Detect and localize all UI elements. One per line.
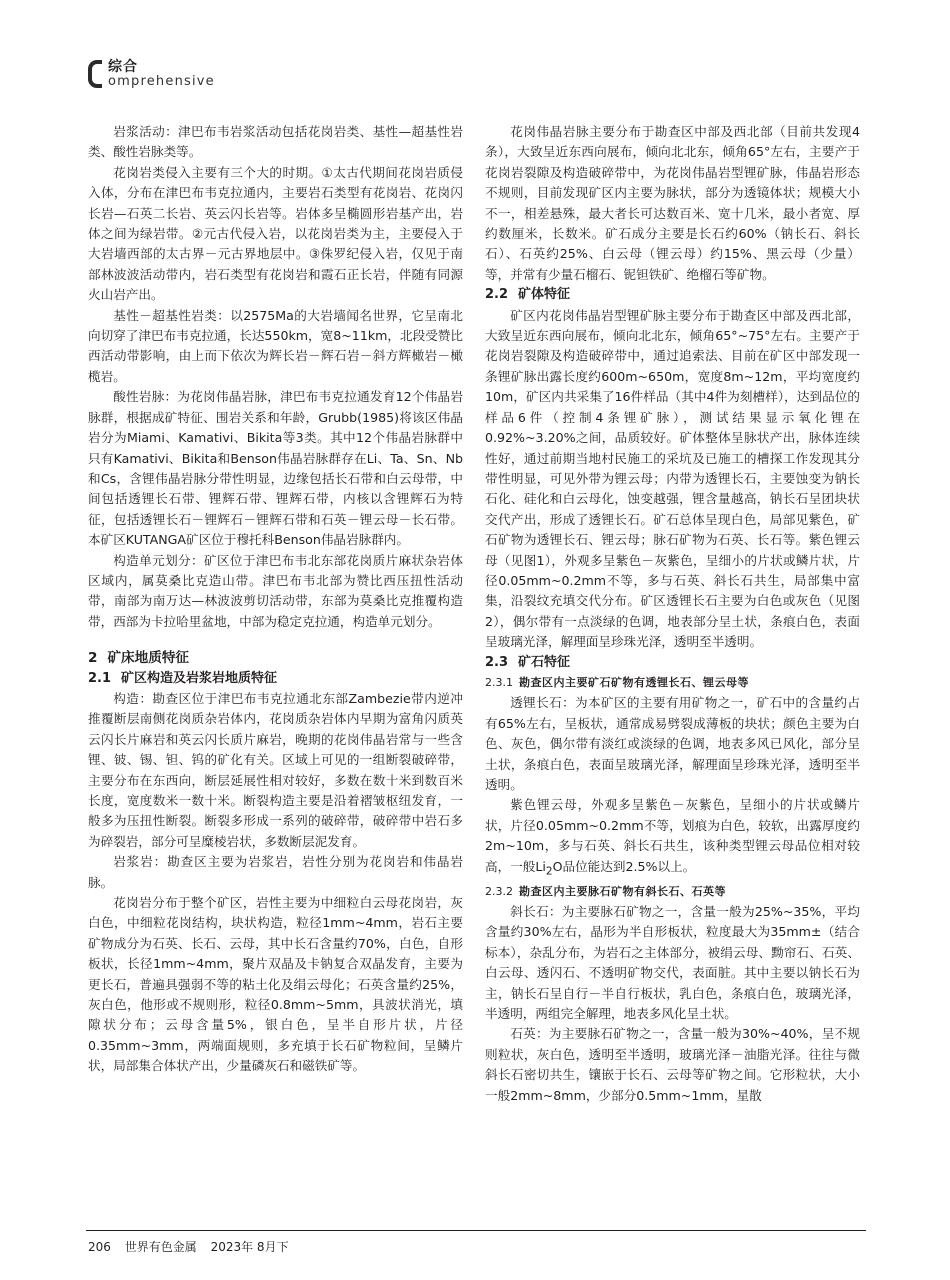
paragraph: 岩浆活动：津巴布韦岩浆活动包括花岗岩类、基性—超基性岩类、酸性岩脉类等。 xyxy=(88,124,463,160)
section-heading xyxy=(88,648,463,668)
subsection-title: 矿区构造及岩浆岩地质特征 xyxy=(121,670,278,686)
paragraph: 岩浆岩：勘查区主要为岩浆岩，岩性分别为花岗岩和伟晶岩脉。 xyxy=(88,854,463,890)
subsection-title: 矿体特征 xyxy=(518,287,571,303)
subsection-heading xyxy=(88,669,463,689)
paragraph: 构造单元划分：矿区位于津巴布韦北东部花岗质片麻状杂岩体区域内，属莫桑比克造山带。津巴布韦北部为赞比西压扭性活动带，南部为南万达—林波波剪切活动带，东部为莫桑比克推覆构造带，西部为卡拉哈里盆地，中部为稳定克拉通，构造单元划分。 xyxy=(88,552,463,629)
subsubsection-heading xyxy=(485,882,860,902)
subsubsection-number: 2.3.1 xyxy=(485,675,513,689)
text-run: O品位能达到2.5%以上。 xyxy=(552,858,696,874)
paragraph: 酸性岩脉：为花岗伟晶岩脉，津巴布韦克拉通发育12个伟晶岩脉群，根据成矿特征、围岩关系和年龄，Grubb(1985)将该区伟晶岩分为Miami、Kamativi、Bikita等3类。其中12个伟晶岩脉群中只有Kamativi、Bikita和Benson伟晶岩脉群存在Li、Ta、Sn、Nb和Cs，含锂伟晶岩脉分带性明显，边缘包括长石带和白云母带，中间包括透锂长石带、锂辉石带、锂辉石带，内核以含锂辉石为特征，包括透锂长石－锂辉石－锂辉石带和石英－锂云母－长石带。本矿区KUTANGA矿区位于穆托科Benson伟晶岩脉群内。 xyxy=(88,389,463,548)
paragraph: 斜长石：为主要脉石矿物之一，含量一般为25%~35%，平均含量约30%左右，晶形为半自形板状，粒度最大为35mm±（结合标本），杂乱分布，为岩石之主体部分，被绢云母、黝帘石、石英、白云母、透闪石、不透明矿物交代，表面脏。其中主要以钠长石为主，钠长石呈自行－半自行板状，乳白色，条痕白色，玻璃光泽，半透明，两组完全解理，地表多风化呈土状。 xyxy=(485,903,860,1021)
paragraph: 构造：勘查区位于津巴布韦克拉通北东部Zambezie带内逆冲推覆断层南侧花岗质杂岩体内，花岗质杂岩体内早期为富角闪质英云闪长片麻岩和英云闪长质片麻岩，晚期的花岗伟晶岩常与一些含锂、铍、锡、钽、钨的矿化有关。区域上可见的一组断裂破碎带，主要分布在东西向，断层延展性相对较好，多数在数十米到数百米长度，宽度数米一数十米。断裂构造主要是沿着褶皱枢纽发育，一般多为压扭性断裂。断裂多形成一系列的破碎带，破碎带中岩石多为碎裂岩，部分可呈糜棱岩状，多数断层泥发育。 xyxy=(88,690,463,849)
column-header xyxy=(88,56,288,96)
column-title-en: omprehensive xyxy=(108,74,215,89)
paragraph: 透锂长石：为本矿区的主要有用矿物之一，矿石中的含量约占有65%左右，呈板状，通常成易劈裂成薄板的块状；颜色主要为白色、灰色，偶尔带有淡红或淡绿的色调，地表多风已风化，部分呈土状，条痕白色，表面呈玻璃光泽，解理面呈珍珠光泽，透明至半透明。 xyxy=(485,695,860,792)
subsection-title: 矿石特征 xyxy=(518,654,571,670)
paragraph: 花岗岩类侵入主要有三个大的时期。①太古代期间花岗岩质侵入体，分布在津巴布韦克拉通内，主要岩石类型有花岗岩、花岗闪长岩—石英二长岩、英云闪长岩等。岩体多呈椭圆形岩基产出，岩体之间为绿岩带。②元古代侵入岩，以花岗岩类为主，主要侵入于大岩墙西部的太古界－元古界地层中。③侏罗纪侵入岩，仅见于南部林波波活动带内，岩石类型有花岗岩和霞石正长岩，伴随有同源火山岩产出。 xyxy=(88,164,463,303)
footer-rule xyxy=(86,1230,866,1231)
right-column xyxy=(485,122,860,1106)
column-title-zh: 综合 xyxy=(108,59,138,75)
paragraph: 基性－超基性岩类：以2575Ma的大岩墙闻名世界，它呈南北向切穿了津巴布韦克拉通，长达550km，宽8~11km，北段受赞比西活动带影响，由上而下依次为辉长岩－辉石岩－斜方辉橄岩－橄榄岩。 xyxy=(88,307,463,384)
section-number: 2 xyxy=(88,650,98,667)
paragraph: 矿区内花岗伟晶岩型锂矿脉主要分布于勘查区中部及西北部，大致呈近东西向展布，倾向北北东，倾角65°~75°左右。主要产于花岗岩裂隙及构造破碎带中，通过追索法、目前在矿区中部发现一条锂矿脉出露长度约600m~650m，宽度8m~12m，平均宽度约10m，矿区内共采集了16件样品（其中4件为刻槽样），达到品位的样品6件（控制4条锂矿脉），测试结果显示氧化锂在0.92%~3.20%之间，品质较好。矿体整体呈脉状产出，脉体连续性好，通过前期当地村民施工的采坑及已施工的槽探工作发现其分带性明显，可见外带为锂云母；内带为透锂长石，主要蚀变为钠长石化、硅化和白云母化，蚀变越强，锂含量越高，钠长石呈团块状交代产出，形成了透锂长石。矿石总体呈现白色，局部见紫色，矿石矿物为透锂长石、锂云母；脉石矿物为石英、长石等。紫色锂云母（见图1），外观多呈紫色－灰紫色，呈细小的片状或鳞片状，片径0.05mm~0.2mm不等，多与石英、斜长石共生，局部集中富集，沿裂纹充填交代分布。矿区透锂长石主要为白色或灰色（见图2），偶尔带有一点淡绿的色调，地表部分呈土状，条痕白色，表面呈玻璃光泽，解理面呈珍珠光泽，透明至半透明。 xyxy=(485,307,860,650)
journal-name: 世界有色金属 xyxy=(124,1240,197,1254)
subsection-heading xyxy=(485,653,860,673)
section-title: 矿床地质特征 xyxy=(107,650,190,667)
page-footer xyxy=(88,1238,299,1255)
c-bracket-logo xyxy=(88,60,102,88)
text-run: 紫色锂云母，外观多呈紫色－灰紫色，呈细小的片状或鳞片状，片径0.05mm~0.2mm不等，划痕为白色，较软，出露厚度约2m~10m，多与石英、斜长石共生，该种类型锂云母品位相对较高，一般Li xyxy=(485,797,860,874)
subsection-number: 2.3 xyxy=(485,654,509,670)
subscript: 2 xyxy=(545,865,553,878)
subsubsection-title: 勘查区内主要矿石矿物有透锂长石、锂云母等 xyxy=(519,675,749,689)
paragraph: 花岗伟晶岩脉主要分布于勘查区中部及西北部（目前共发现4条），大致呈近东西向展布，倾向北北东，倾角65°左右，主要产于花岗岩裂隙及构造破碎带中，为花岗伟晶岩型锂矿脉，伟晶岩形态不规则，目前发现矿区内主要为脉状，部分为透镜体状；规模大小不一，相差悬殊，最大者长可达数百米、宽十几米，最小者宽、厚约数厘米，长数米。矿石成分主要是长石约60%（钠长石、斜长石）、石英约25%、白云母（锂云母）约15%、黑云母（少量）等，并常有少量石榴石、铌钽铁矿、绝榴石等矿物。 xyxy=(485,124,860,282)
paragraph: 花岗岩分布于整个矿区，岩性主要为中细粒白云母花岗岩，灰白色，中细粒花岗结构，块状构造，粒径1mm~4mm，岩石主要矿物成分为石英、长石、云母，其中长石含量约70%，白色，自形板状，长径1mm~4mm，聚片双晶及卡钠复合双晶发育，主要为更长石，普遍具强弱不等的粘土化及绢云母化；石英含量约25%，灰白色，他形或不规则形，粒径0.8mm~5mm，具波状消光，填隙状分布；云母含量5%，银白色，呈半自形片状，片径0.35mm~3mm，两端面规则，多充填于长石矿物粒间，呈鳞片状，局部集合体状产出，少量磷灰石和磁铁矿等。 xyxy=(88,895,463,1074)
subsubsection-heading xyxy=(485,673,860,693)
paragraph xyxy=(485,795,860,881)
subsection-number: 2.2 xyxy=(485,287,509,303)
paragraph: 石英：为主要脉石矿物之一，含量一般为30%~40%，呈不规则粒状，灰白色，透明至半透明，玻璃光泽－油脂光泽。往往与微斜长石密切共生，镶嵌于长石、云母等矿物之间。它形粒状，大小一般2mm~8mm，少部分0.5mm~1mm，星散 xyxy=(485,1026,860,1103)
subsection-number: 2.1 xyxy=(88,670,112,686)
left-column xyxy=(88,122,463,1077)
subsubsection-number: 2.3.2 xyxy=(485,884,513,898)
subsubsection-title: 勘查区内主要脉石矿物有斜长石、石英等 xyxy=(519,884,726,898)
page-number: 206 xyxy=(88,1240,111,1254)
subsection-heading xyxy=(485,285,860,305)
issue-date: 2023年 8月下 xyxy=(210,1240,289,1254)
